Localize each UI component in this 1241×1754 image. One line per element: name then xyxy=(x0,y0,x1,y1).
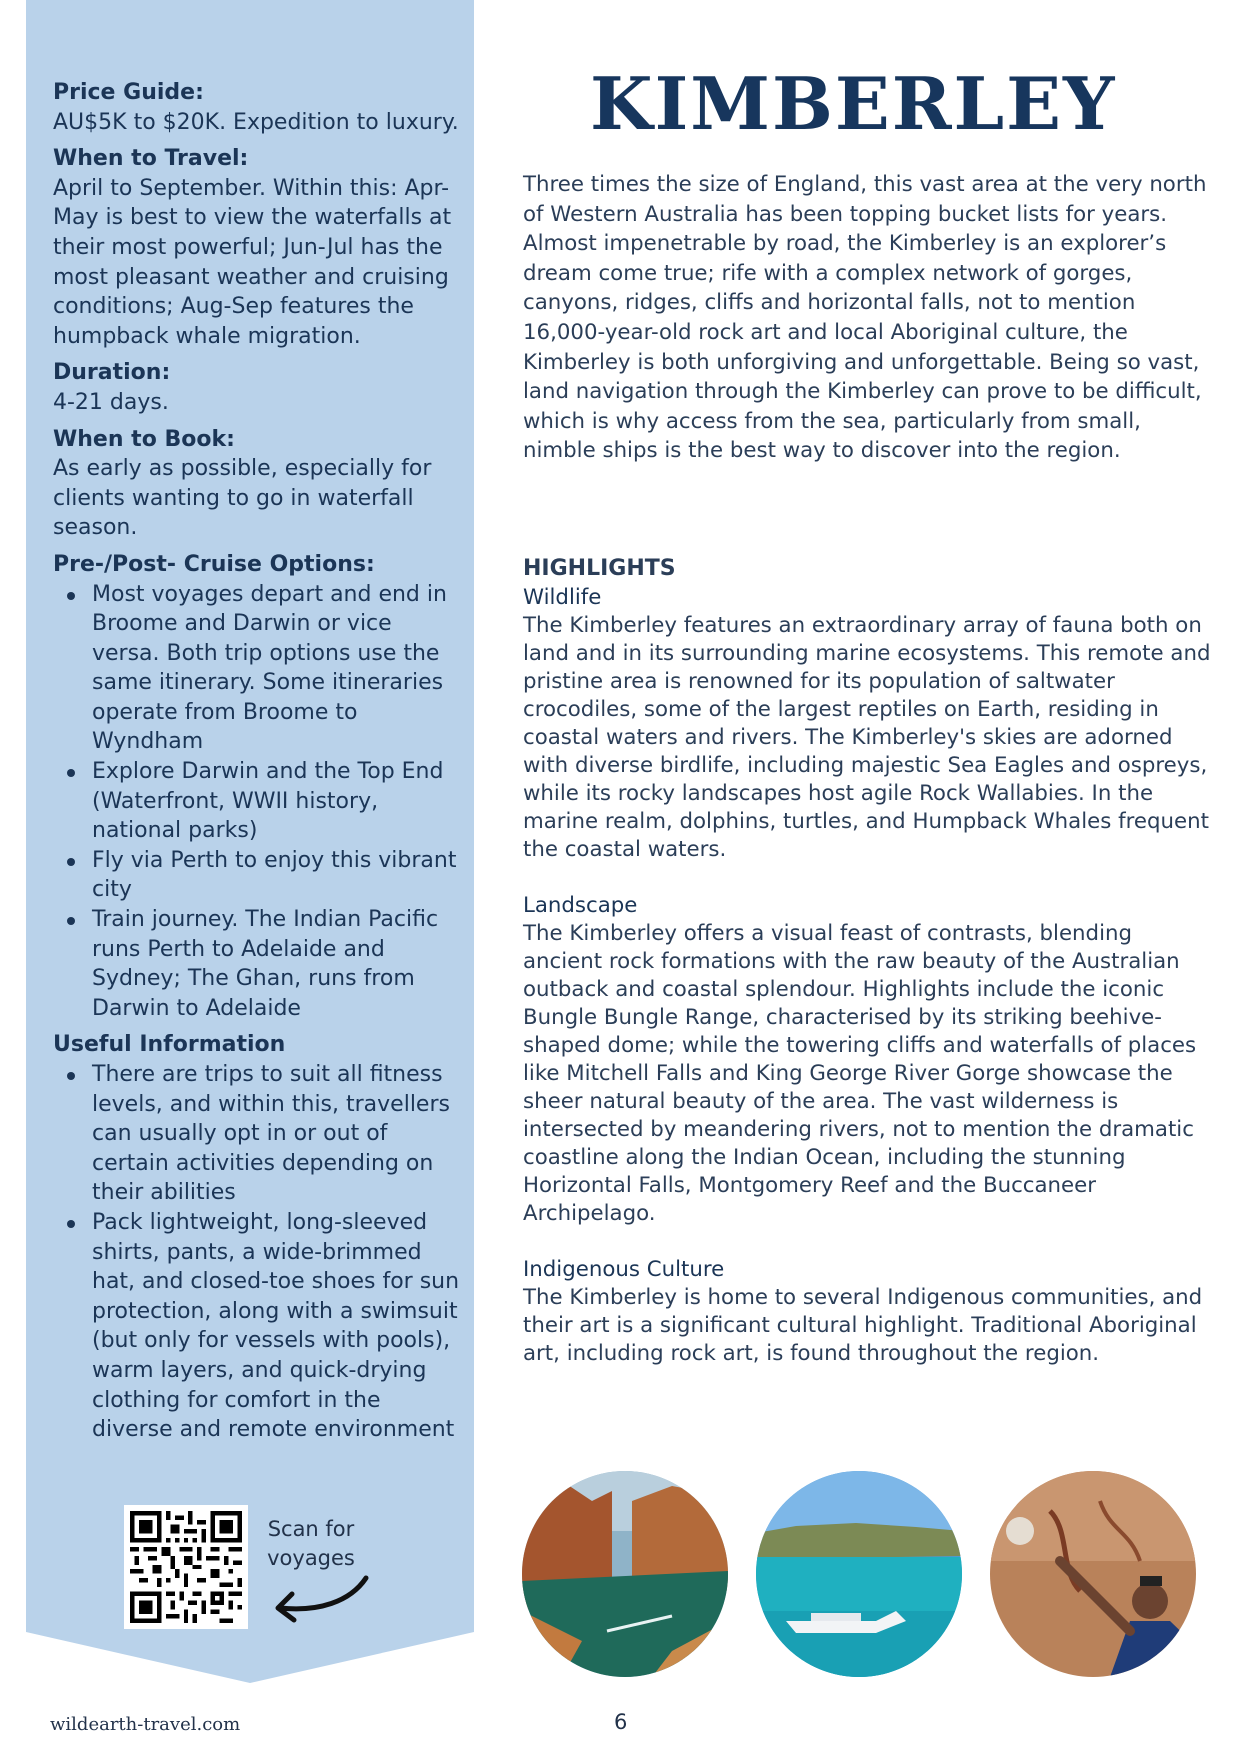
duration-text: 4-21 days. xyxy=(53,389,169,415)
page-number: 6 xyxy=(614,1710,628,1734)
options-heading: Pre-/Post- Cruise Options: xyxy=(53,551,375,577)
sidebar-info xyxy=(53,78,465,1452)
list-item: There are trips to suit all fitness levels, and within this, travellers can usually opt in or out of certain activities depending on their abilities xyxy=(92,1060,465,1208)
list-item: Pack lightweight, long-sleeved shirts, pants, a wide-brimmed hat, and closed-toe shoes for sun protection, along with a swimsuit (but only for vessels with pools), warm layers, and quick-drying clothing for comfort in the diverse and remote environment xyxy=(92,1208,465,1445)
duration-heading: Duration: xyxy=(53,360,171,386)
when-travel-text: April to September. Within this: Apr-May is best to view the waterfalls at their most powerful; Jun-Jul has the most pleasant weather and cruising conditions; Aug-Sep features the humpback whale migration. xyxy=(53,175,452,349)
section-heading: Landscape xyxy=(523,893,638,918)
section-heading: Indigenous Culture xyxy=(523,1257,725,1282)
page-title: KIMBERLEY xyxy=(590,61,1117,146)
ship-photo xyxy=(756,1471,962,1677)
landscape-section xyxy=(523,892,1213,1228)
price-text: AU$5K to $20K. Expedition to luxury. xyxy=(53,109,459,135)
section-heading: Wildlife xyxy=(523,585,602,610)
list-item: Most voyages depart and end in Broome and Darwin or vice versa. Both trip options use the same itinerary. Some itineraries operate from Broome to Wyndham xyxy=(92,580,465,758)
when-book-heading: When to Book: xyxy=(53,426,235,452)
section-text: The Kimberley features an extraordinary array of fauna both on land and in its surrounding marine ecosystems. This remote and pristine area is renowned for its population of saltwater crocodiles, some of the largest reptiles on Earth, residing in coastal waters and rivers. The Kimberley's skies are adorned with diverse birdlife, including majestic Sea Eagles and ospreys, while its rocky landscapes host agile Rock Wallabies. In the marine realm, dolphins, turtles, and Humpback Whales frequent the coastal waters. xyxy=(523,613,1211,862)
rock-art-photo-image xyxy=(990,1471,1196,1677)
useful-heading: Useful Information xyxy=(53,1032,286,1058)
footer-website[interactable]: wildearth-travel.com xyxy=(50,1714,241,1735)
list-item: Fly via Perth to enjoy this vibrant city xyxy=(92,846,465,905)
wildlife-section xyxy=(523,584,1213,864)
qr-code[interactable] xyxy=(124,1505,248,1629)
highlights-section xyxy=(523,554,1213,1368)
rock-art-photo xyxy=(990,1471,1196,1677)
when-travel-heading: When to Travel: xyxy=(53,146,249,172)
gorge-photo xyxy=(522,1471,728,1677)
list-item: Explore Darwin and the Top End (Waterfront, WWII history, national parks) xyxy=(92,757,465,846)
ship-photo-image xyxy=(756,1471,962,1677)
section-text: The Kimberley is home to several Indigenous communities, and their art is a significant cultural highlight. Traditional Aboriginal art, including rock art, is found throughout the region. xyxy=(523,1285,1203,1366)
curved-arrow-icon xyxy=(272,1568,372,1624)
intro-text-block xyxy=(523,170,1213,466)
indigenous-culture-section xyxy=(523,1256,1213,1368)
price-heading: Price Guide: xyxy=(53,80,204,105)
options-list xyxy=(53,580,465,1024)
useful-list xyxy=(53,1060,465,1445)
scan-caption: Scan for voyages xyxy=(267,1517,355,1570)
list-item: Train journey. The Indian Pacific runs Perth to Adelaide and Sydney; The Ghan, runs from Darwin to Adelaide xyxy=(92,905,465,1023)
section-text: The Kimberley offers a visual feast of contrasts, blending ancient rock formations with the raw beauty of the Australian outback and coastal splendour. Highlights include the iconic Bungle Bungle Range, characterised by its striking beehive-shaped dome; while the towering cliffs and waterfalls of places like Mitchell Falls and King George River Gorge showcase the sheer natural beauty of the area. The vast wilderness is intersected by meandering rivers, not to mention the dramatic coastline along the Indian Ocean, including the stunning Horizontal Falls, Montgomery Reef and the Buccaneer Archipelago. xyxy=(523,921,1197,1226)
qr-code-icon xyxy=(130,1511,242,1623)
highlights-title: HIGHLIGHTS xyxy=(523,556,676,581)
gorge-photo-image xyxy=(522,1471,728,1677)
intro-paragraph: Three times the size of England, this vast area at the very north of Western Australia has been topping bucket lists for years. Almost impenetrable by road, the Kimberley is an explorer’s dream come true; rife with a complex network of gorges, canyons, ridges, cliffs and horizontal falls, not to mention 16,000-year-old rock art and local Aboriginal culture, the Kimberley is both unforgiving and unforgettable. Being so vast, land navigation through the Kimberley can prove to be difficult, which is why access from the sea, particularly from small, nimble ships is the best way to discover into the region. xyxy=(523,172,1207,464)
when-book-text: As early as possible, especially for clients wanting to go in waterfall season. xyxy=(53,456,432,541)
